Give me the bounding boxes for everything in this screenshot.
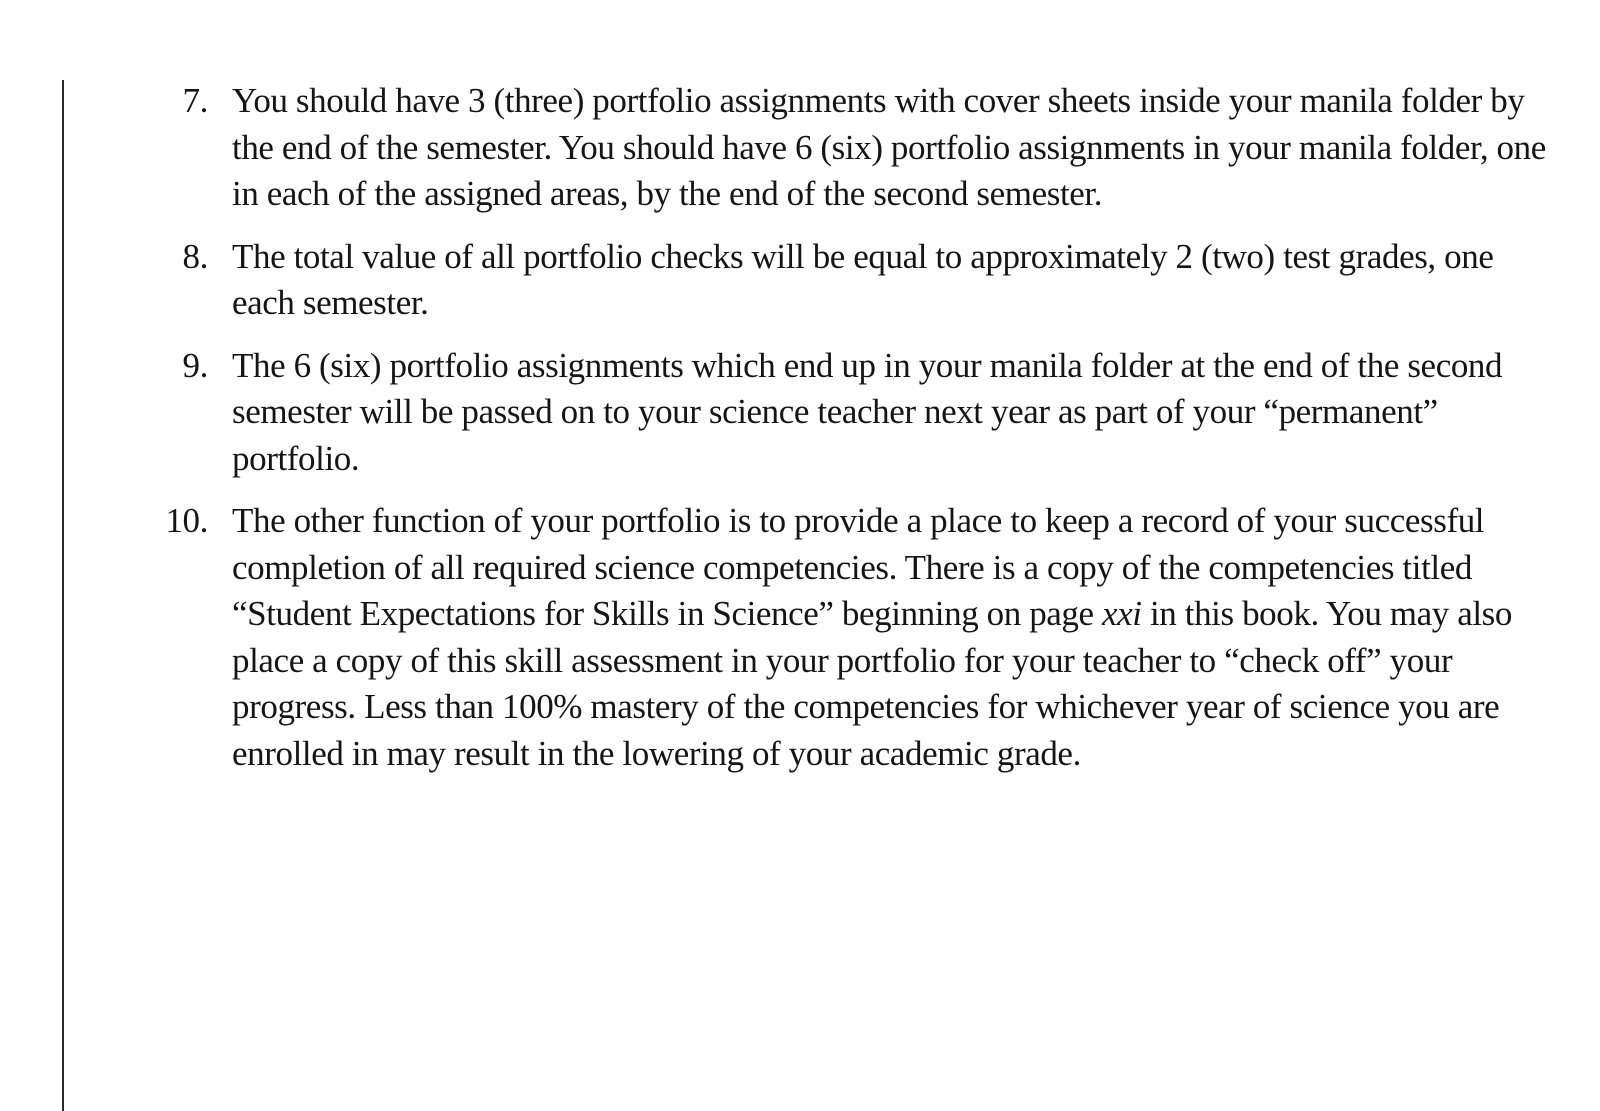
page-reference: xxi bbox=[1102, 594, 1142, 633]
item-number: 8. bbox=[182, 236, 208, 276]
list-item bbox=[0, 498, 1600, 777]
list-item bbox=[0, 78, 1600, 218]
item-text-part: The other function of your portfolio is to provide a place to keep a record of your successful completion of all required science competencies. There is a copy of the competencies titled “Student Expectations for Skills in Science” beginning on page bbox=[232, 501, 1485, 633]
item-text-part: in this book. You may also place a copy of this skill assessment in your portfolio for your teacher to “check off” your progress. Less than 100% mastery of the competencies for whichever year of science you are enrolled in may result in the lowering of your academic grade. bbox=[232, 594, 1512, 773]
item-number: 10. bbox=[165, 501, 208, 540]
item-text: You should have 3 (three) portfolio assignments with cover sheets inside your manila folder by the end of the semester. You should have 6 (six) portfolio assignments in your manila folder, one in each of the assigned areas, by the end of the second semester. bbox=[232, 81, 1546, 213]
list-item bbox=[0, 234, 1600, 327]
numbered-list bbox=[0, 78, 1600, 793]
item-number: 7. bbox=[182, 81, 208, 120]
item-text bbox=[232, 498, 1560, 777]
item-text: The total value of all portfolio checks will be equal to approximately 2 (two) test grades, one each semester. bbox=[232, 236, 1494, 322]
item-number: 9. bbox=[182, 345, 208, 385]
list-item bbox=[0, 343, 1600, 483]
item-text: The 6 (six) portfolio assignments which end up in your manila folder at the end of the second semester will be passed on to your science teacher next year as part of your “permanent” portfolio. bbox=[232, 345, 1503, 478]
